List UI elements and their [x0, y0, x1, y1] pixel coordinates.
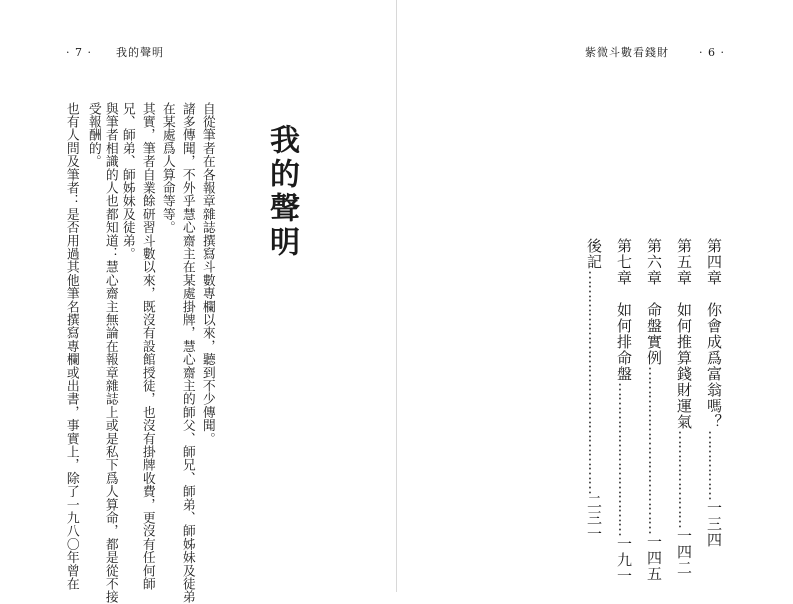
toc-entry-page: 二三一 [585, 494, 603, 542]
toc-leader: ………………… [675, 430, 693, 528]
body-column: 諸多傳聞，不外乎慧心齋主在某處掛牌，慧心齋主的師父、師兄、師弟、師姊妹及徒弟 [179, 102, 195, 604]
toc-leader: ……………………………… [645, 366, 663, 534]
right-running-title: 紫微斗數看錢財 [585, 46, 669, 59]
toc-entry-label: 第六章 命盤實例 [645, 238, 663, 366]
toc-entry-page: 一四二 [675, 528, 693, 576]
toc-entry-label: 第五章 如何推算錢財運氣 [675, 238, 693, 430]
left-running-title: 我的聲明 [116, 46, 164, 59]
body-column: 與筆者相識的人也都知道：慧心齋主無論在報章雜誌上或是私下爲人算命，都是從不接 [102, 102, 118, 604]
toc-leader: …………… [705, 430, 723, 500]
toc-entry[interactable] [676, 238, 691, 576]
body-column: 其實，筆者自業餘研習斗數以來，既沒有設館授徒，也沒有掛牌收費，更沒有任何師 [139, 102, 155, 591]
right-running-header [585, 44, 731, 60]
body-column: 在某處爲人算命等等。 [159, 102, 175, 234]
body-column: 也有人問及筆者：是否用過其他筆名撰寫專欄或出書，事實上，除了一九八〇年曾在 [63, 102, 79, 591]
toc-leader: …………………………… [615, 382, 633, 536]
body-column: 兄、師弟、師姊妹及徒弟。 [119, 102, 135, 261]
toc-entry[interactable] [586, 238, 601, 542]
body-column: 受報酬的。 [85, 102, 101, 168]
right-page-number: · 6 · [699, 46, 725, 59]
toc-entry[interactable] [706, 238, 721, 548]
toc-entry[interactable] [616, 238, 631, 584]
toc-entry-page: 一三四 [705, 500, 723, 548]
toc-entry-page: 一九一 [615, 536, 633, 584]
toc-entry-page: 一四五 [645, 534, 663, 582]
toc-entry-label: 第七章 如何排命盤 [615, 238, 633, 382]
toc-entry[interactable] [646, 238, 661, 582]
page-title: 我的聲明 [264, 124, 299, 260]
toc-leader: ………………………………………… [585, 270, 603, 494]
body-column: 自從筆者在各報章雜誌撰寫斗數專欄以來，聽到不少傳聞。 [199, 102, 215, 446]
left-running-header [60, 44, 164, 60]
toc-entry-label: 第四章 你會成爲富翁嗎？ [705, 238, 723, 430]
left-page-number: · 7 · [66, 46, 92, 59]
page-gutter [396, 0, 397, 592]
toc-entry-label: 後記 [585, 238, 603, 270]
